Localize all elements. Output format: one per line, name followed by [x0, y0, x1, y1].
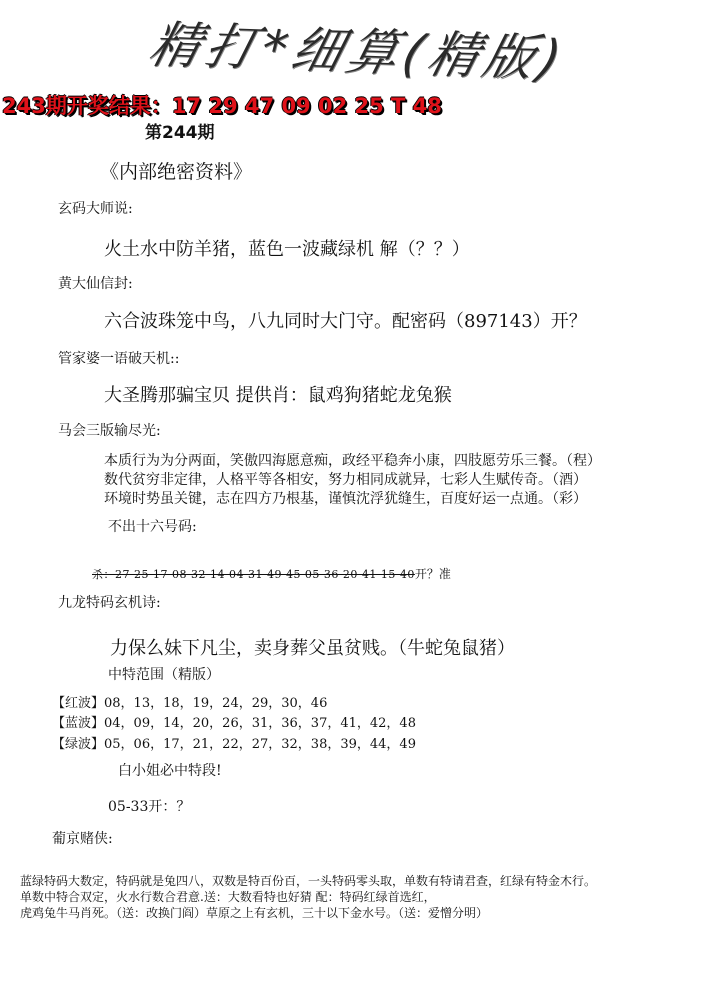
- guanjia-text: 大圣腾那骗宝贝 提供肖：鼠鸡狗猪蛇龙兔猴: [104, 385, 452, 406]
- green-values: 05，06，17，21，22，27，32，38，39，44，49: [104, 737, 416, 752]
- blue-label: 【蓝波】: [52, 716, 105, 731]
- guanjia-label: 管家婆一语破天机::: [58, 351, 180, 367]
- mahui-line: 本质行为为分两面，笑傲四海愿意痴，政经平稳奔小康，四肢愿劳乐三餐。（程）: [104, 453, 601, 469]
- baixiaojie-text: 白小姐必中特段!: [118, 763, 222, 779]
- blue-row: [52, 712, 416, 731]
- kill-numbers: 杀：27 25 17 08 32 14 04 31 49 45 05 36 20 41 15 40: [92, 568, 415, 581]
- green-label: 【绿波】: [52, 737, 105, 752]
- huang-label: 黄大仙信封:: [58, 276, 133, 292]
- mahui-line: 数代贫穷非定律，人格平等各相安，努力相同成就异，七彩人生赋传奇。（酒）: [104, 472, 587, 488]
- mahui-line: 环境时势虽关键，志在四方乃根基，谨慎沈浮犹缝生，百度好运一点通。（彩）: [104, 491, 587, 507]
- pujing-label: 葡京赌侠:: [52, 831, 113, 847]
- red-label: 【红波】: [52, 696, 105, 711]
- huang-text: 六合波珠笼中鸟，八九同时大门守。配密码（897143）开？: [104, 311, 587, 332]
- mahui-label: 马会三版输尽光:: [58, 423, 161, 439]
- footer-line: 单数中特合双定，火水行数合君意.送：大数看特也好猜 配：特码红绿首选红，: [20, 890, 436, 904]
- footer-line: 虎鸡兔牛马肖死。（送：改换门阎）草原之上有玄机，三十以下金水号。（送：爱憎分明）: [20, 906, 489, 920]
- xuanma-label: 玄码大师说:: [58, 201, 133, 217]
- range-open: 05-33开：？: [108, 799, 191, 815]
- red-row: [52, 692, 327, 711]
- kill-row: [92, 563, 451, 582]
- blue-values: 04，09，14，20，26，31，36，37，41，42，48: [104, 716, 416, 731]
- kill-suffix: 开？准: [414, 567, 451, 581]
- jiulong-text: 力保么妹下凡尘，卖身葬父虽贫贱。（牛蛇兔鼠猪）: [110, 638, 515, 659]
- red-values: 08，13，18，19，24，29，30，46: [104, 696, 328, 711]
- banner-title: 精打*细算(精版): [143, 15, 573, 89]
- issue-title: 第244期: [145, 123, 215, 143]
- bu16-label: 不出十六号码:: [108, 519, 197, 535]
- xuanma-text: 火土水中防羊猪，蓝色一波藏绿机 解（？？）: [104, 239, 470, 260]
- range-title: 中特范围（精版）: [108, 667, 220, 683]
- jiulong-label: 九龙特码玄机诗:: [58, 595, 161, 611]
- footer-line: 蓝绿特码大数定，特码就是兔四八，双数是特百份百，一头特码零头取，单数有特请君查，红绿有特金木行。: [20, 874, 597, 888]
- green-row: [52, 733, 416, 752]
- result-line: 243期开奖结果：17 29 47 09 02 25 T 48: [2, 94, 442, 118]
- doc-title: 《内部绝密资料》: [100, 161, 253, 183]
